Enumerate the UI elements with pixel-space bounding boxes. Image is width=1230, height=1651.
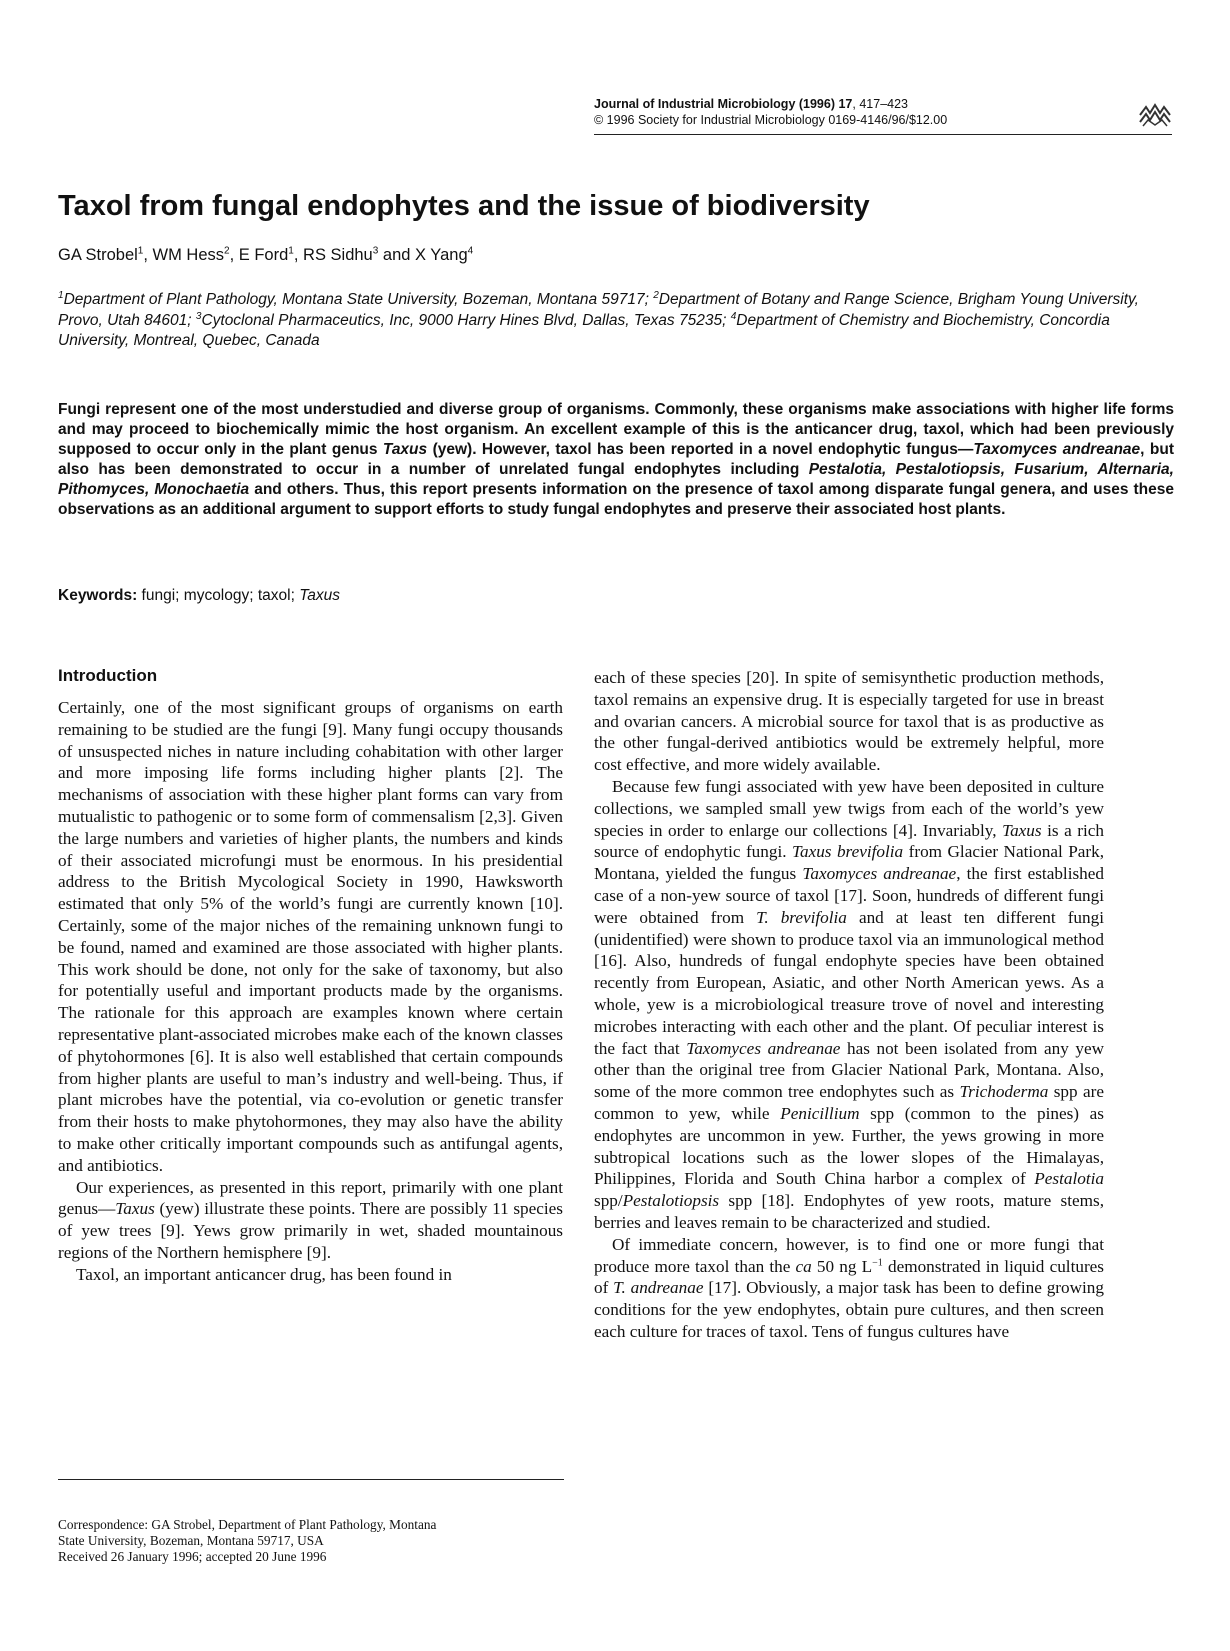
paragraph: Of immediate concern, however, is to find one or more fungi that produce more taxol than the ca 50 ng $L^{-1}$ demonstrated in liquid cultures of T. andreanae [17]. Obviously, a major task has been to define growing conditions for the yew endophytes, obtain pure cultures, and then screen each culture for traces of taxol. Tens of fungus cultures have	[594, 1234, 1104, 1341]
paragraph: Our experiences, as presented in this report, primarily with one plant genus—Taxus (yew) illustrate these points. There are possibly 11 species of yew trees [9]. Yews grow primarily in wet, shaded mountainous regions of the Northern hemisphere [9].	[58, 1177, 563, 1262]
abstract: Fungi represent one of the most understudied and diverse group of organisms. Commonly, these organisms make associations with higher life forms and may proceed to biochemically mimic the host organism. An excellent example of this is the anticancer drug, taxol, which had been previously supposed to occur only in the plant genus Taxus (yew). However, taxol has been reported in a novel endophytic fungus—Taxomyces andreanae, but also has been demonstrated to occur in a number of unrelated fungal endophytes including Pestalotia, Pestalotiopsis, Fusarium, Alternaria, Pithomyces, Monochaetia and others. Thus, this report presents information on the presence of taxol among disparate fungal genera, and uses these observations as an additional argument to support efforts to study fungal endophytes and preserve their associated host plants.	[58, 401, 1174, 518]
paragraph: each of these species [20]. In spite of semisynthetic production methods, taxol remains an expensive drug. It is especially targeted for use in breast and ovarian cancers. A microbial source for taxol that is as productive as the other fungal-derived antibiotics would be extremely helpful, more cost effective, and more widely available.	[594, 668, 1104, 775]
journal-name: Journal of Industrial Microbiology (1996) 17	[594, 97, 853, 111]
author: RS Sidhu$^3$ and	[303, 245, 416, 264]
keywords-label: Keywords:	[58, 587, 138, 604]
body-column-left	[58, 665, 563, 1286]
section-heading: Introduction	[58, 666, 158, 685]
author: GA Strobel$^1$,	[58, 245, 153, 264]
author: E Ford$^1$,	[238, 245, 304, 264]
body-column-right	[594, 667, 1104, 1343]
journal-citation	[594, 96, 1102, 112]
publisher-logo-icon	[1138, 101, 1172, 127]
correspondence-note: Correspondence: GA Strobel, Department of Plant Pathology, Montana	[58, 1517, 437, 1532]
journal-pages: , 417–423	[852, 97, 908, 111]
affiliation: Department of Chemistry and Biochemistry, Concordia University, Montreal, Quebec, Canada	[58, 311, 1110, 349]
paragraph: Taxol, an important anticancer drug, has been found in	[76, 1264, 452, 1284]
keywords: Keywords: fungi; mycology; taxol; Taxus	[58, 587, 341, 604]
affiliation: Department of Plant Pathology, Montana State University, Bozeman, Montana 59717;	[63, 291, 654, 308]
running-header	[594, 96, 1102, 128]
author: X Yang$^4$	[415, 245, 474, 264]
received-note: Received 26 January 1996; accepted 20 June 1996	[58, 1549, 327, 1564]
paragraph: Certainly, one of the most significant groups of organisms on earth remaining to be studied are the fungi [9]. Many fungi occupy thousands of unsuspected niches in nature including cohabitation with other larger and more imposing life forms including higher plants [2]. The mechanisms of association with these higher plant forms can vary from mutualistic to pathogenic or to some form of commensalism [2,3]. Given the large numbers and varieties of higher plants, the numbers and kinds of their associated microfungi must be enormous. In his presidential address to the British Mycological Society in 1990, Hawksworth estimated that only 5% of the world’s fungi are currently known [10]. Certainly, some of the major niches of the remaining unknown fungi to be found, named and examined are those associated with higher plants. This work should be done, not only for the sake of taxonomy, but also for potentially useful and important products made by the organisms. The rationale for this approach are examples known where certain representative plant-associated microbes make each of the known classes of phytohormones [6]. It is also well established that certain compounds from higher plants are useful to man’s industry and well-being. Thus, if plant microbes have the potential, via co-evolution or genetic transfer from their hosts to make phytohormones, they may also have the ability to make other critically important compounds such as antifungal agents, and antibiotics.	[58, 698, 563, 1175]
paragraph: Because few fungi associated with yew have been deposited in culture collections, we sampled small yew twigs from each of the world’s yew species in order to enlarge our collections [4]. Invariably, Taxus is a rich source of endophytic fungi. Taxus brevifolia from Glacier National Park, Montana, yielded the fungus Taxomyces andreanae, the first established case of a non-yew source of taxol [17]. Soon, hundreds of different fungi were obtained from T. brevifolia and at least ten different fungi (unidentified) were shown to produce taxol via an immunological method [16]. Also, hundreds of fungal endophyte species have been obtained recently from European, Asiatic, and other North American yews. As a whole, yew is a microbiological treasure trove of novel and interesting microbes interacting with each other and the plant. Of peculiar interest is the fact that Taxomyces andreanae has not been isolated from any yew other than the original tree from Glacier National Park, Montana. Also, some of the more common tree endophytes such as Trichoderma spp are common to yew, while Penicillium spp (common to the pines) as endophytes are uncommon in yew. Further, the yews growing in more subtropical locations such as the lower slopes of the Himalayas, Philippines, Florida and South China harbor a complex of Pestalotia spp/Pestalotiopsis spp [18]. Endophytes of yew roots, mature stems, berries and leaves remain to be characterized and studied.	[594, 776, 1105, 1232]
correspondence-note: State University, Bozeman, Montana 59717, USA	[58, 1533, 324, 1548]
author-list	[58, 244, 1168, 266]
footnote-rule	[58, 1479, 564, 1480]
footnotes	[58, 1517, 566, 1565]
header-rule	[594, 134, 1172, 135]
copyright-line: © 1996 Society for Industrial Microbiology 0169-4146/96/$12.00	[594, 113, 948, 127]
affiliation: Department of Botany and Range Science, Brigham Young University, Provo, Utah 84601;	[58, 291, 1139, 329]
article-title: Taxol from fungal endophytes and the issue of biodiversity	[58, 190, 870, 222]
affiliation: Cytoclonal Pharmaceutics, Inc, 9000 Harry Hines Blvd, Dallas, Texas 75235;	[201, 311, 731, 329]
affiliations: $^1$Department of Plant Pathology, Montana State University, Bozeman, Montana 59717; $^2$Department of Botany and Range Science, Brigham Young University, Provo, Utah 84601; $^3$Cytoclonal Pharmaceutics, Inc, 9000 Harry Hines Blvd, Dallas, Texas 75235; $^4$Department of Chemistry and Biochemistry, Concordia University, Montreal, Quebec, Canada	[58, 289, 1139, 349]
author: WM Hess$^2$,	[152, 245, 239, 264]
